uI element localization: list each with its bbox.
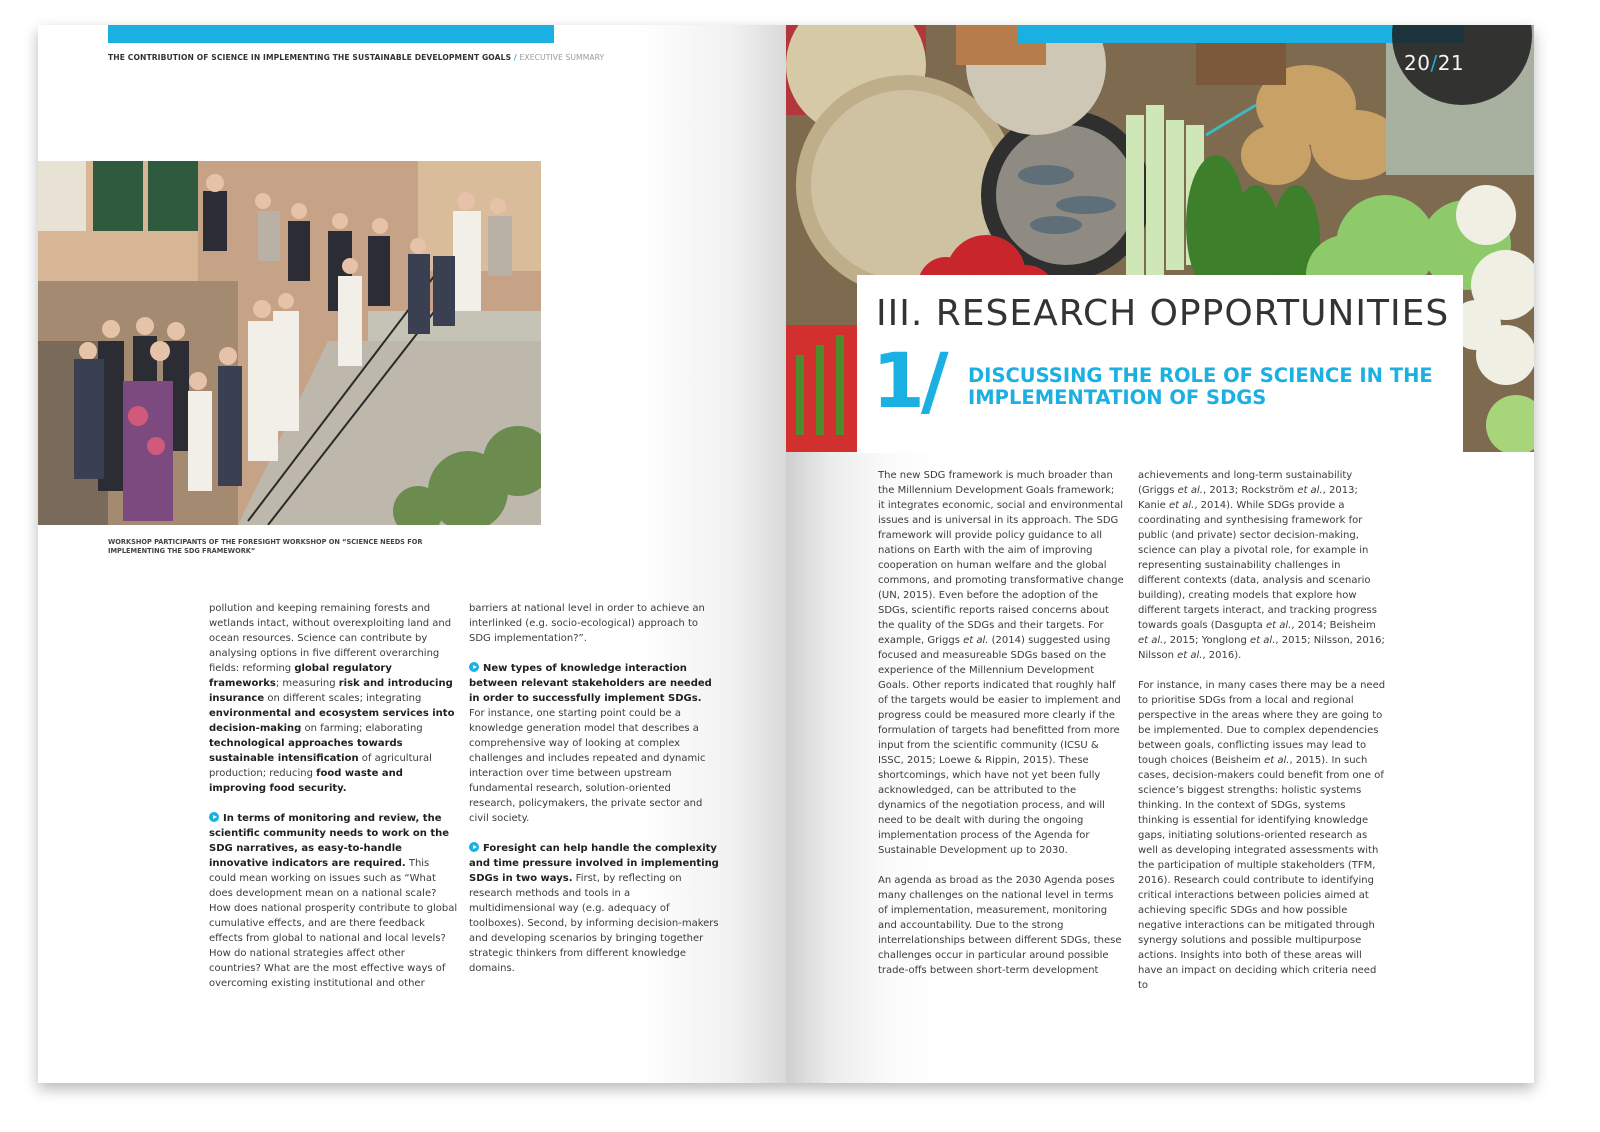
- text-span: of agricultural production; reducing: [209, 753, 432, 779]
- right-page: [786, 25, 1534, 1083]
- bold-span: food waste and improving food security.: [209, 768, 403, 794]
- italic-span: et al.: [1265, 620, 1292, 631]
- subsection-title: DISCUSSING THE ROLE OF SCIENCE IN THE IMPLEMENTATION OF SDGS: [968, 364, 1433, 409]
- text-span: , 2016).: [1202, 650, 1242, 661]
- paragraph: An agenda as broad as the 2030 Agenda poses many challenges on the national level in terms of implementation, measurement, monitoring and accountability. Due to the strong interrelationships between different SDGs, these challenges occur in particular around possible trade-offs between short-term development: [878, 875, 1122, 976]
- play-bullet-icon: [469, 662, 479, 672]
- bold-span: Foresight can help handle the complexity and time pressure involved in implementing SDGs in two ways.: [469, 843, 719, 884]
- text-span: , 2015; Nilsson, 2016; Nilsson: [1138, 635, 1385, 661]
- italic-span: et al.: [1177, 650, 1203, 661]
- text-span: on farming; elaborating: [301, 723, 423, 734]
- left-column-1: [209, 601, 459, 1006]
- bold-span: technological approaches towards sustainable intensification: [209, 738, 403, 764]
- running-head-title: THE CONTRIBUTION OF SCIENCE IN IMPLEMENTING THE SUSTAINABLE DEVELOPMENT GOALS: [108, 53, 512, 62]
- page-number-separator: /: [1430, 51, 1438, 75]
- page-number-left: 20: [1404, 51, 1431, 75]
- italic-span: et al.: [1168, 500, 1195, 511]
- play-bullet-icon: [209, 812, 219, 822]
- text-span: on different scales; integrating: [264, 693, 422, 704]
- paragraph: [209, 811, 459, 991]
- text-span: ; measuring: [275, 678, 339, 689]
- italic-span: et al.: [963, 635, 989, 646]
- right-column-1: [878, 468, 1124, 993]
- bold-span: New types of knowledge interaction between relevant stakeholders are needed in order to successfully implement SDGs.: [469, 663, 712, 704]
- bold-span: In terms of monitoring and review, the scientific community needs to work on the SDG narratives, as easy-to-handle innovative indicators are required.: [209, 813, 450, 869]
- italic-span: et al.: [1264, 755, 1290, 766]
- section-title: III. RESEARCH OPPORTUNITIES: [876, 293, 1450, 334]
- group-photo-illustration: [38, 161, 541, 525]
- text-span: For instance, in many cases there may be a need to prioritise SDGs from a local and regional perspective in the areas where they are going to be implemented. Due to complex dependencies between goals, conflicting issues may lead to tough choices (Beisheim: [1138, 680, 1386, 766]
- paragraph: [469, 841, 719, 976]
- play-bullet-icon: [469, 842, 479, 852]
- left-page: [38, 25, 786, 1083]
- italic-span: et al.: [1250, 635, 1276, 646]
- subsection-number: 1/: [872, 336, 945, 425]
- text-span: The new SDG framework is much broader than the Millennium Development Goals framework; it integrates economic, social and environmental issues and is universal in its approach. The SDG framework will provide policy guidance to all nations on Earth with the aim of improving cooperation on human welfare and the global commons, and promoting transformative change (UN, 2015). Even before the adoption of the SDGs, scientific reports raised concerns about the quality of the SDGs and their targets. For example, Griggs: [878, 470, 1124, 646]
- paragraph: [209, 601, 459, 796]
- running-head: [108, 53, 604, 62]
- bold-span: environmental and ecosystem services into decision-making: [209, 708, 455, 734]
- italic-span: et al.: [1177, 485, 1203, 496]
- text-span: (2014) suggested using focused and measureable SDGs based on the experience of the Millennium Development Goals. Other reports indicated that roughly half of the targets would be easier to implement and progress could be measured more clearly if the formulation of targets had benefitted from more input from the scientific community (ICSU & ISSC, 2015; Loewe & Rippin, 2015). These shortcomings, which have not yet been fully acknowledged, can be attributed to the dynamics of the negotiation process, and will need to be dealt with during the ongoing implementation process of the Agenda for Sustainable Development up to 2030.: [878, 635, 1121, 856]
- text-span: , 2013; Rockström: [1202, 485, 1298, 496]
- running-head-section: EXECUTIVE SUMMARY: [519, 53, 605, 62]
- paragraph: [1138, 678, 1386, 993]
- accent-bar: [108, 25, 554, 43]
- page-number: [1404, 51, 1464, 75]
- right-column-2: [1138, 468, 1386, 1008]
- text-span: First, by reflecting on research methods and tools in a multidimensional way (e.g. adequacy of toolboxes). Second, by informing decision-makers and developing scenarios by bringing together strategic thinkers from different knowledge domains.: [469, 873, 719, 974]
- bold-span: risk and introducing insurance: [209, 678, 453, 704]
- page-number-right: 21: [1437, 51, 1465, 75]
- italic-span: et al.: [1138, 635, 1164, 646]
- text-span: , 2015; Yonglong: [1163, 635, 1251, 646]
- workshop-group-photo: [38, 161, 541, 525]
- running-head-separator: /: [513, 53, 517, 62]
- text-span: , 2014; Beisheim: [1291, 620, 1376, 631]
- text-span: This could mean working on issues such as “What does development mean on a national scale? How does national prosperity contribute to global cumulative effects, and are there feedback effects from global to national and local levels? How do national strategies affect other countries? What are the most effective ways of overcoming existing institutional and other: [209, 858, 458, 989]
- text-span: achievements and long-term sustainability (Griggs: [1138, 470, 1353, 496]
- text-span: , 2014). While SDGs provide a coordinating and synthesising framework for public (and private) sector decision-making, science can play a pivotal role, for example in representing sustainability challenges in different contexts (data, analysis and scenario building), creating models that explore how different targets interact, and tracking progress towards goals (Dasgupta: [1138, 500, 1377, 631]
- text-span: pollution and keeping remaining forests and wetlands intact, without overexploiting land and ocean resources. Science can contribute by analysing options in five different overarching fields: reforming: [209, 603, 452, 674]
- text-span: , 2013; Kanie: [1138, 485, 1358, 511]
- brochure-spread: [38, 25, 1534, 1083]
- paragraph: barriers at national level in order to achieve an interlinked (e.g. socio-ecological) approach to SDG implementation?”.: [469, 603, 705, 644]
- bold-span: global regulatory frameworks: [209, 663, 392, 689]
- italic-span: et al.: [1297, 485, 1323, 496]
- photo-caption: WORKSHOP PARTICIPANTS OF THE FORESIGHT WORKSHOP ON “SCIENCE NEEDS FOR IMPLEMENTING THE SDG FRAMEWORK”: [108, 538, 423, 555]
- paragraph: [469, 661, 719, 826]
- paragraph: [878, 468, 1124, 858]
- text-span: , 2015). In such cases, decision-makers could benefit from one of science’s biggest strengths: holistic systems thinking. In the context of SDGs, systems thinking is essential for identifying knowledge gaps, initiating solutions-oriented research as well as developing integrated assessments with the participation of multiple stakeholders (TFM, 2016). Research could contribute to identifying critical interactions between policies aimed at achieving specific SDGs and how possible negative interactions can be mitigated through synergy solutions and possible multipurpose actions. Insights into both of these areas will have an impact on deciding which criteria need to: [1138, 755, 1384, 991]
- text-span: For instance, one starting point could be a knowledge generation model that describes a comprehensive way of looking at complex challenges and includes repeated and dynamic interaction over time between upstream fundamental research, solution-oriented research, policymakers, the private sector and civil society.: [469, 708, 706, 824]
- left-column-2: [469, 601, 719, 991]
- paragraph: [1138, 468, 1386, 663]
